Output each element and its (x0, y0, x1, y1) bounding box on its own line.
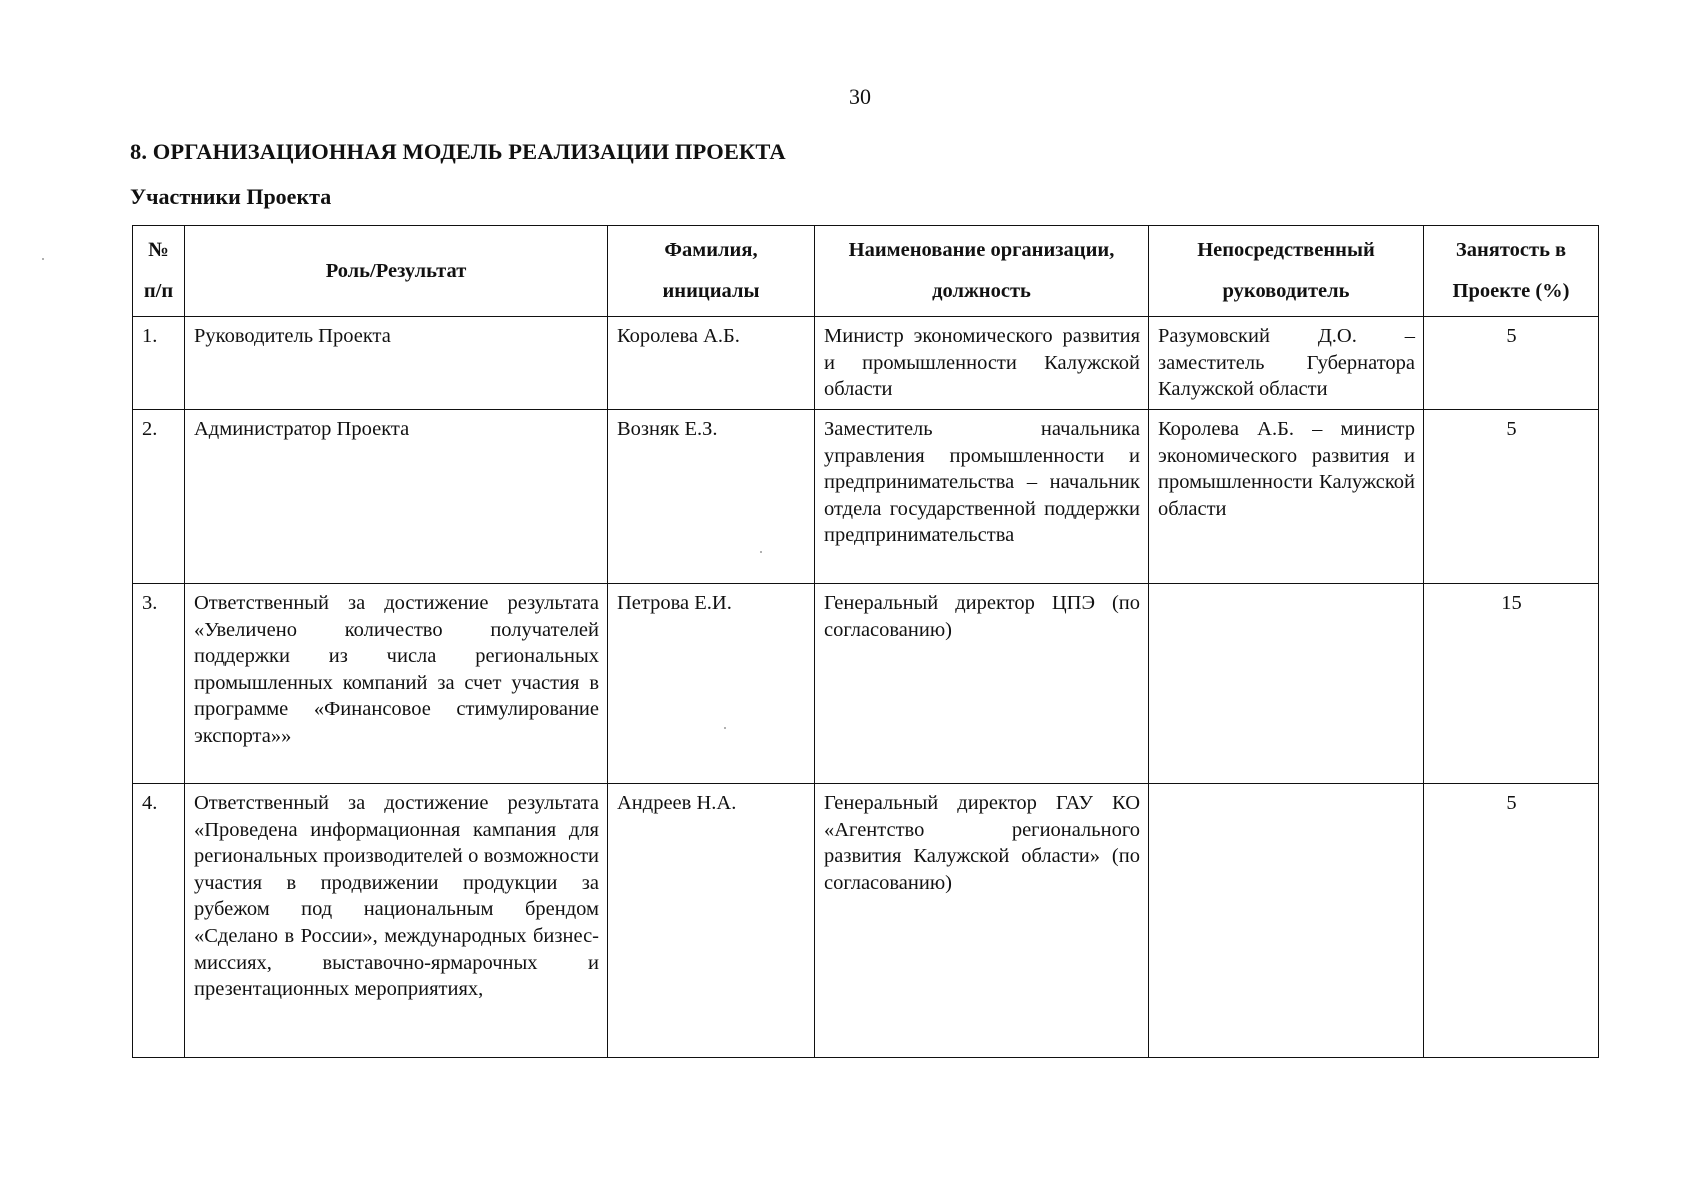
cell-person: Петрова Е.И. (608, 584, 815, 784)
cell-num: 2. (133, 410, 185, 584)
table-header-row (133, 226, 1599, 317)
page-number: 30 (849, 84, 871, 109)
participants-table (132, 225, 1599, 1058)
cell-share: 5 (1424, 410, 1599, 584)
cell-share: 5 (1424, 784, 1599, 1058)
cell-role: Руководитель Проекта (185, 317, 608, 410)
cell-person: Возняк Е.З. (608, 410, 815, 584)
cell-num: 3. (133, 584, 185, 784)
header-share-line-1: Занятость в (1455, 239, 1567, 261)
scan-speck (724, 727, 726, 729)
cell-manager (1149, 584, 1424, 784)
cell-person: Королева А.Б. (608, 317, 815, 410)
cell-org: Заместитель начальника управления промышленности и предпринимательства – начальник отдела государственной поддержки предпринимательства (815, 410, 1149, 584)
cell-manager (1149, 784, 1424, 1058)
table-row (133, 410, 1599, 584)
cell-share: 5 (1424, 317, 1599, 410)
header-person-line-1: Фамилия, (664, 239, 758, 261)
table-row (133, 317, 1599, 410)
cell-role: Ответственный за достижение результата «Увеличено количество получателей поддержки из числа региональных промышленных компаний за счет участия в программе «Финансовое стимулирование экспорта»» (185, 584, 608, 784)
header-person-line-2: инициалы (662, 280, 760, 302)
cell-role: Ответственный за достижение результата «Проведена информационная кампания для региональных производителей о возможности участия в продвижении продукции за рубежом под национальным брендом «Сделано в России», международных бизнес-миссиях, выставочно-ярмарочных и презентационных мероприятиях, (185, 784, 608, 1058)
subsection-title: Участники Проекта (130, 184, 332, 209)
table-row (133, 584, 1599, 784)
header-org (815, 226, 1149, 317)
cell-org: Генеральный директор ГАУ КО «Агентство регионального развития Калужской области» (по согласованию) (815, 784, 1149, 1058)
header-num-line-2: п/п (143, 280, 174, 302)
cell-manager: Разумовский Д.О. – заместитель Губернатора Калужской области (1149, 317, 1424, 410)
header-manager (1149, 226, 1424, 317)
section-title: 8. ОРГАНИЗАЦИОННАЯ МОДЕЛЬ РЕАЛИЗАЦИИ ПРОЕКТА (130, 139, 786, 164)
header-share (1424, 226, 1599, 317)
header-manager-line-2: руководитель (1222, 280, 1350, 302)
cell-person: Андреев Н.А. (608, 784, 815, 1058)
header-person (608, 226, 815, 317)
header-num-line-1: № (148, 239, 169, 261)
cell-org: Генеральный директор ЦПЭ (по согласованию) (815, 584, 1149, 784)
cell-share: 15 (1424, 584, 1599, 784)
header-org-line-2: должность (932, 280, 1031, 302)
cell-manager: Королева А.Б. – министр экономического развития и промышленности Калужской области (1149, 410, 1424, 584)
scan-speck (760, 551, 762, 553)
header-share-line-2: Проекте (%) (1452, 280, 1570, 302)
header-org-line-1: Наименование организации, (848, 239, 1115, 261)
cell-role: Администратор Проекта (185, 410, 608, 584)
scan-speck (42, 258, 44, 260)
header-num (133, 226, 185, 317)
header-role (185, 226, 608, 317)
table-row (133, 784, 1599, 1058)
cell-num: 1. (133, 317, 185, 410)
cell-org: Министр экономического развития и промышленности Калужской области (815, 317, 1149, 410)
header-manager-line-1: Непосредственный (1197, 239, 1375, 261)
header-role-label: Роль/Результат (325, 259, 467, 282)
cell-num: 4. (133, 784, 185, 1058)
